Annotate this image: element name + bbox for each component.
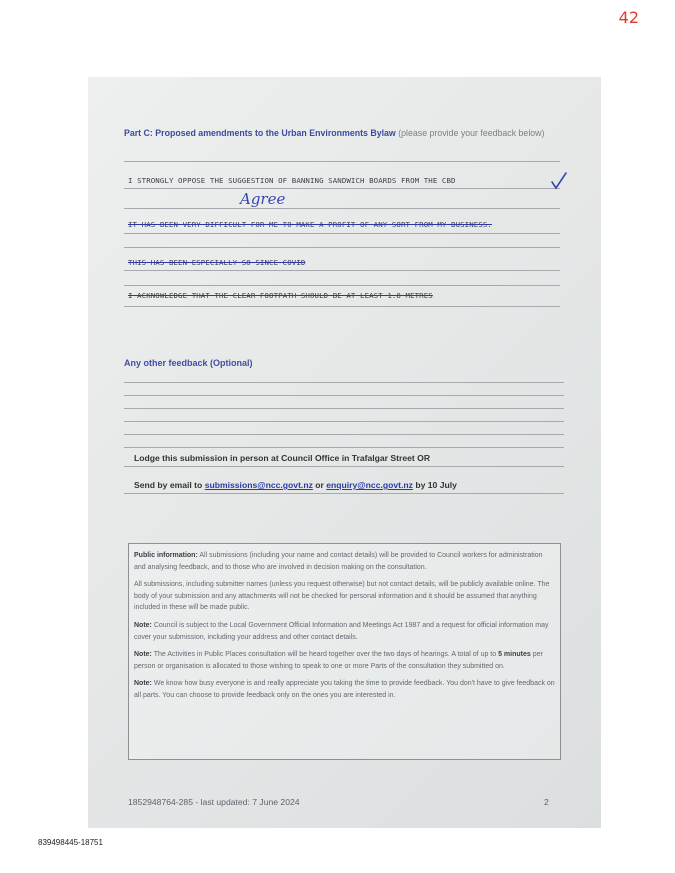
checkmark-icon xyxy=(550,171,568,191)
answer-line xyxy=(124,270,560,271)
note-label: Note: xyxy=(134,621,152,629)
answer-line xyxy=(124,208,560,209)
note-text: The Activities in Public Places consultation will be heard together over the two days of hearings. A total of up to xyxy=(153,651,497,659)
note-time-limit: 5 minutes xyxy=(498,651,531,659)
note-text: We know how busy everyone is and really appreciate you taking the time to provide feedback. You don't have to give feedback on all parts. You can choose to provide feedback only on the ones you are interested in. xyxy=(134,680,555,699)
answer-line xyxy=(124,188,560,189)
feedback-line xyxy=(124,395,564,396)
page-number: 42 xyxy=(618,8,639,27)
answer-line xyxy=(124,247,560,248)
document-id: 839498445-18751 xyxy=(38,838,103,847)
footer-page-number: 2 xyxy=(544,797,549,807)
email-suffix: by 10 July xyxy=(415,480,457,490)
lodge-in-person-text: Lodge this submission in person at Council Office in Trafalgar Street OR xyxy=(134,453,431,463)
email-or: or xyxy=(315,480,324,490)
submissions-email-link[interactable]: submissions@ncc.govt.nz xyxy=(204,480,313,490)
scanned-form-photo xyxy=(88,77,601,828)
feedback-line xyxy=(124,382,564,383)
note-official-information xyxy=(134,620,555,643)
answer-line xyxy=(124,161,560,162)
feedback-line xyxy=(124,466,564,467)
email-prefix: Send by email to xyxy=(134,480,203,490)
feedback-line xyxy=(124,447,564,448)
information-box xyxy=(128,543,561,760)
footer-document-reference: 1852948764-285 - last updated: 7 June 2024 xyxy=(128,797,300,807)
answer-line xyxy=(124,285,560,286)
answer-line xyxy=(124,306,560,307)
feedback-line xyxy=(124,434,564,435)
answer-line-2-text: IT HAS BEEN VERY DIFFICULT FOR ME TO MAKE A PROFIT OF ANY SORT FROM MY BUSINESS. xyxy=(128,220,492,229)
answer-line-1-text: I STRONGLY OPPOSE THE SUGGESTION OF BANNING SANDWICH BOARDS FROM THE CBD xyxy=(128,176,456,185)
note-text: Council is subject to the Local Government Official Information and Meetings Act 1987 and a request for official information may cover your submission, including your address and other contact details. xyxy=(134,621,549,641)
handwritten-agree: Agree xyxy=(240,190,286,208)
answer-line-3-text: THIS HAS BEEN ESPECIALLY SO SINCE COVID xyxy=(128,258,306,267)
note-hearings xyxy=(134,649,555,672)
answer-line-4-text: I ACKNOWLEDGE THAT THE CLEAR FOOTPATH SHOULD BE AT LEAST 1.8 METRES xyxy=(128,291,433,300)
public-information-paragraph xyxy=(134,550,555,573)
note-label: Note: xyxy=(134,651,152,659)
optional-feedback-heading: Any other feedback (Optional) xyxy=(124,358,253,368)
feedback-line xyxy=(124,493,564,494)
public-information-text: All submissions (including your name and contact details) will be provided to Council workers for administration and analysing feedback, and to those who are involved in decision making on the consultation. xyxy=(134,552,543,571)
part-c-subtitle: (please provide your feedback below) xyxy=(398,128,545,138)
note-label: Note: xyxy=(134,680,152,688)
note-appreciation xyxy=(134,678,555,701)
part-c-heading xyxy=(124,127,564,139)
note-text: per person or organisation is allocated to those wishing to speak to one or more Parts of the consultation they submitted on. xyxy=(134,651,543,670)
public-information-label: Public information: xyxy=(134,552,198,559)
feedback-line xyxy=(124,408,564,409)
submitter-names-paragraph: All submissions, including submitter names (unless you request otherwise) but not contact details, will be publicly available online. The body of your submission and any attachments will not be checked for personal information and it should be assumed that anything included in these will be made public. xyxy=(134,581,550,612)
feedback-line xyxy=(124,421,564,422)
part-c-title: Part C: Proposed amendments to the Urban Environments Bylaw xyxy=(124,128,396,138)
enquiry-email-link[interactable]: enquiry@ncc.govt.nz xyxy=(326,480,413,490)
lodge-by-email xyxy=(134,480,457,490)
answer-line xyxy=(124,233,560,234)
